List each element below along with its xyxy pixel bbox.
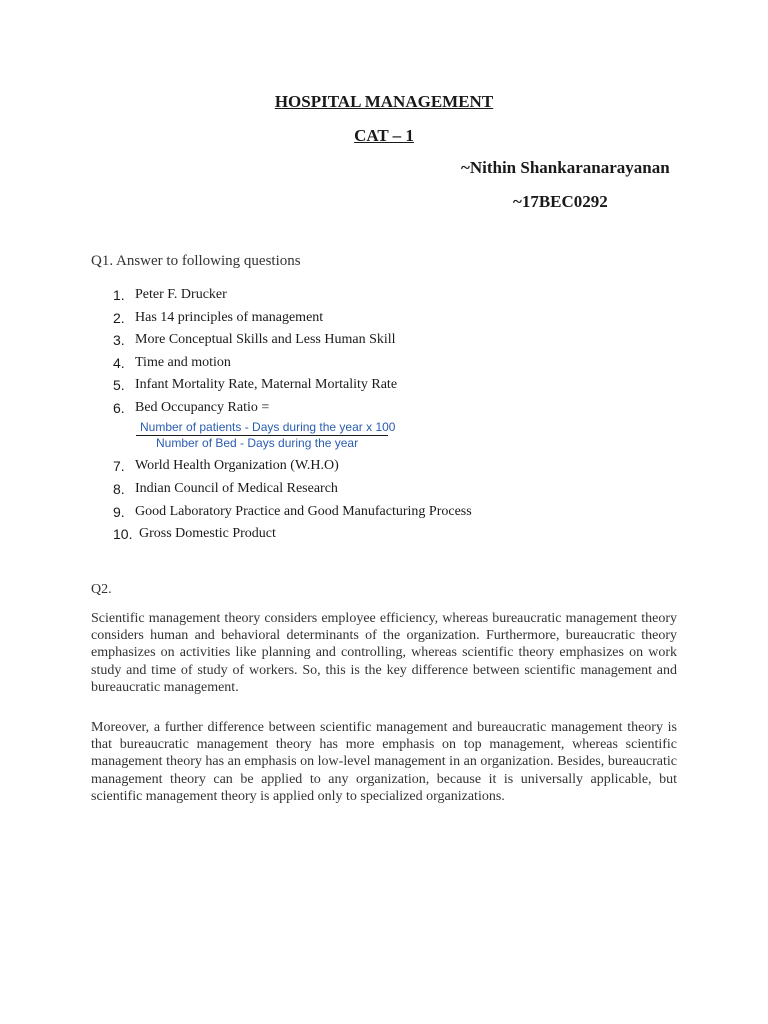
q1-prompt: Answer to following questions [113, 253, 301, 269]
list-item-number: 8. [113, 481, 125, 497]
formula-numerator: Number of patients - Days during the year x 100 [140, 420, 396, 434]
document-subtitle: CAT – 1 [354, 126, 414, 145]
list-item-number: 3. [113, 332, 125, 348]
author-name: ~Nithin Shankaranarayanan [461, 158, 670, 177]
list-item-text: Good Laboratory Practice and Good Manufacturing Process [135, 504, 472, 519]
list-item-number: 9. [113, 504, 125, 520]
list-item-text: Time and motion [135, 355, 231, 370]
document-title: HOSPITAL MANAGEMENT [274, 92, 494, 111]
list-item-number: 2. [113, 310, 125, 326]
list-item-text: Peter F. Drucker [135, 287, 227, 302]
formula-denominator: Number of Bed - Days during the year [156, 436, 359, 450]
list-item-number: 5. [113, 377, 125, 393]
list-item-number: 1. [113, 287, 125, 303]
q2-paragraph-2: Moreover, a further difference between scientific management and bureaucratic management theory is that bureaucratic management theory has more emphasis on top management, whereas scientific management theory has an emphasis on low-level management in an organization. Besides, bureaucratic management theory can be applied to any organization, because it is universally applicable, but scientific management theory is applied only to specialized organizations. [91, 720, 677, 804]
list-item-text: Gross Domestic Product [139, 526, 276, 541]
q2-paragraph-1: Scientific management theory considers employee efficiency, whereas bureaucratic management theory considers human and behavioral determinants of the organization. Furthermore, bureaucratic theory emphasizes on activities like planning and controlling, whereas scientific theory emphasizes on work study and time of study of workers. So, this is the key difference between scientific management and bureaucratic management. [91, 611, 677, 695]
registration-number: ~17BEC0292 [513, 192, 608, 211]
q1-label: Q1. [91, 253, 114, 269]
list-item-number: 7. [113, 458, 125, 474]
list-item-text: More Conceptual Skills and Less Human Skill [135, 332, 396, 347]
list-item-text: World Health Organization (W.H.O) [135, 458, 339, 473]
list-item-text: Bed Occupancy Ratio = [135, 400, 270, 415]
list-item-number: 6. [113, 400, 125, 416]
q2-heading: Q2. [91, 582, 112, 597]
q1-heading [91, 253, 301, 270]
list-item-text: Infant Mortality Rate, Maternal Mortality Rate [135, 377, 398, 392]
list-item-number: 4. [113, 355, 125, 371]
list-item-text: Has 14 principles of management [135, 310, 324, 325]
list-item-number: 10. [113, 526, 133, 542]
list-item-text: Indian Council of Medical Research [135, 481, 338, 496]
